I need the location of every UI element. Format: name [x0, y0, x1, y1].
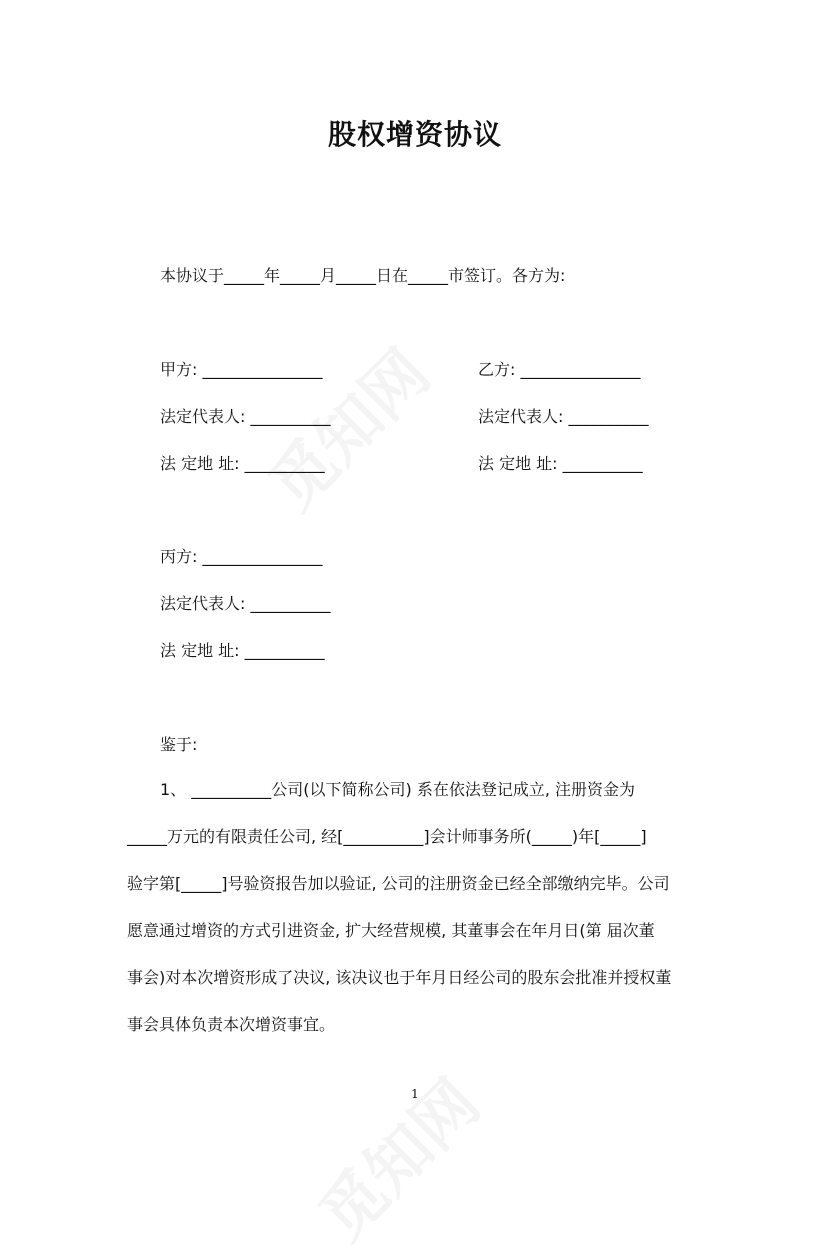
clause1-line: 1、 __________公司(以下简称公司) 系在依法登记成立, 注册资金为	[160, 780, 636, 799]
party-a-rep: 法定代表人: __________	[160, 407, 331, 426]
watermark-bottom	[296, 1056, 497, 1256]
party-b-name: 乙方: _______________	[478, 360, 641, 379]
party-b-addr: 法 定地 址: __________	[478, 454, 643, 473]
party-b-rep: 法定代表人: __________	[478, 407, 649, 426]
document-title: 股权增资协议	[327, 118, 502, 151]
party-c-name: 丙方: _______________	[160, 547, 323, 566]
page-number: 1	[411, 1087, 419, 1101]
clause1-line: _____万元的有限责任公司, 经[__________]会计师事务所(_____)年[_____]	[127, 827, 647, 846]
party-a-name: 甲方: _______________	[160, 360, 323, 379]
whereas-heading: 鉴于:	[160, 735, 198, 754]
clause1-line: 验字第[_____]号验资报告加以验证, 公司的注册资金已经全部缴纳完毕。公司	[127, 874, 670, 893]
clause1-line: 愿意通过增资的方式引进资金, 扩大经营规模, 其董事会在年月日(第 届次董	[127, 921, 655, 940]
intro-line: 本协议于_____年_____月_____日在_____市签订。各方为:	[160, 266, 566, 285]
party-c-addr: 法 定地 址: __________	[160, 641, 325, 660]
party-a-addr: 法 定地 址: __________	[160, 454, 325, 473]
clause1-line: 事会具体负责本次增资事宜。	[127, 1015, 336, 1034]
clause1-line: 事会)对本次增资形成了决议, 该决议也于年月日经公司的股东会批准并授权董	[127, 968, 672, 987]
party-c-rep: 法定代表人: __________	[160, 594, 331, 613]
